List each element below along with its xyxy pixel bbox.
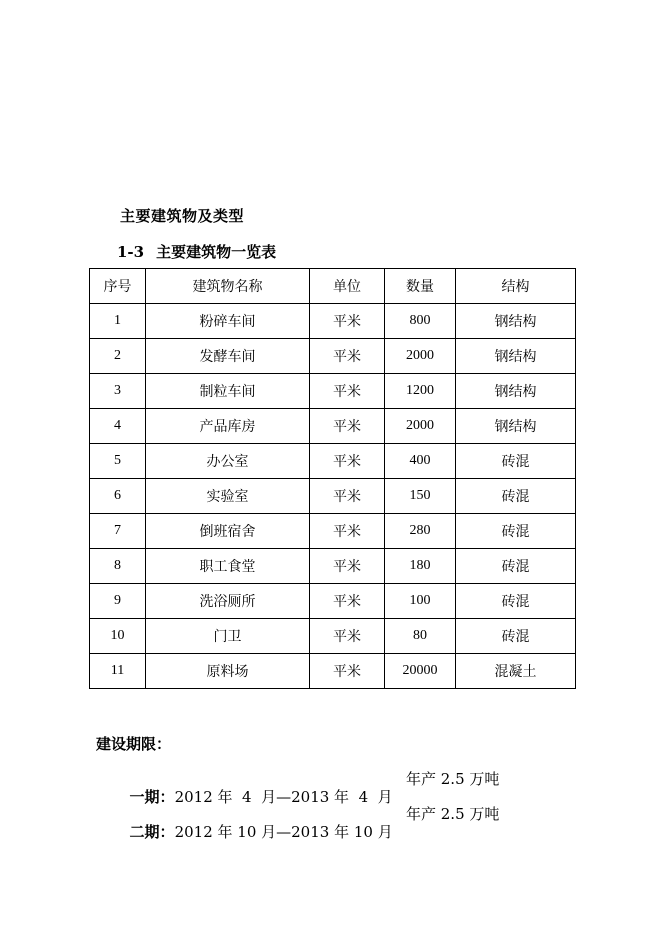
cell-quantity: 400 xyxy=(385,444,456,479)
table-row xyxy=(90,654,576,689)
phase-2-label: 二期： xyxy=(129,823,175,841)
cell-quantity: 1200 xyxy=(385,374,456,409)
table-row xyxy=(90,584,576,619)
cell-structure: 砖混 xyxy=(456,479,576,514)
cell-building-name: 门卫 xyxy=(146,619,310,654)
header-building-name: 建筑物名称 xyxy=(146,269,310,304)
cell-unit: 平米 xyxy=(310,444,385,479)
header-index: 序号 xyxy=(90,269,146,304)
construction-period-title: 建设期限： xyxy=(96,735,172,753)
cell-row-index: 5 xyxy=(90,444,146,479)
cell-quantity: 150 xyxy=(385,479,456,514)
table-row xyxy=(90,549,576,584)
cell-building-name: 原料场 xyxy=(146,654,310,689)
cell-row-index: 7 xyxy=(90,514,146,549)
cell-building-name: 办公室 xyxy=(146,444,310,479)
table-row xyxy=(90,304,576,339)
cell-building-name: 洗浴厕所 xyxy=(146,584,310,619)
table-row xyxy=(90,374,576,409)
cell-row-index: 10 xyxy=(90,619,146,654)
header-unit: 单位 xyxy=(310,269,385,304)
cell-structure: 钢结构 xyxy=(456,374,576,409)
cell-structure: 砖混 xyxy=(456,444,576,479)
table-row xyxy=(90,339,576,374)
header-structure: 结构 xyxy=(456,269,576,304)
phase-1-range: 2012 年 4 月—2013 年 4 月 xyxy=(174,788,393,806)
cell-row-index: 1 xyxy=(90,304,146,339)
cell-quantity: 100 xyxy=(385,584,456,619)
cell-structure: 砖混 xyxy=(456,584,576,619)
cell-quantity: 2000 xyxy=(385,409,456,444)
cell-row-index: 4 xyxy=(90,409,146,444)
cell-unit: 平米 xyxy=(310,304,385,339)
cell-row-index: 11 xyxy=(90,654,146,689)
cell-structure: 钢结构 xyxy=(456,304,576,339)
cell-unit: 平米 xyxy=(310,374,385,409)
table-row xyxy=(90,619,576,654)
cell-structure: 砖混 xyxy=(456,549,576,584)
table-row xyxy=(90,479,576,514)
header-quantity: 数量 xyxy=(385,269,456,304)
cell-unit: 平米 xyxy=(310,584,385,619)
cell-unit: 平米 xyxy=(310,514,385,549)
phase-1-output: 年产 2.5 万吨 xyxy=(406,770,500,788)
section-title: 主要建筑物及类型 xyxy=(120,207,245,225)
cell-unit: 平米 xyxy=(310,549,385,584)
cell-row-index: 2 xyxy=(90,339,146,374)
cell-unit: 平米 xyxy=(310,654,385,689)
phase-2-range: 2012 年 10 月—2013 年 10 月 xyxy=(174,823,393,841)
table-title: 主要建筑物一览表 xyxy=(156,243,277,261)
cell-quantity: 80 xyxy=(385,619,456,654)
cell-unit: 平米 xyxy=(310,339,385,374)
cell-building-name: 粉碎车间 xyxy=(146,304,310,339)
buildings-table xyxy=(89,268,576,689)
cell-building-name: 制粒车间 xyxy=(146,374,310,409)
table-row xyxy=(90,409,576,444)
cell-structure: 砖混 xyxy=(456,514,576,549)
cell-quantity: 280 xyxy=(385,514,456,549)
cell-quantity: 800 xyxy=(385,304,456,339)
cell-row-index: 3 xyxy=(90,374,146,409)
cell-structure: 钢结构 xyxy=(456,339,576,374)
phase-2-output: 年产 2.5 万吨 xyxy=(406,805,500,823)
cell-structure: 砖混 xyxy=(456,619,576,654)
table-row xyxy=(90,514,576,549)
cell-quantity: 20000 xyxy=(385,654,456,689)
phase-2 xyxy=(120,803,500,860)
cell-structure: 钢结构 xyxy=(456,409,576,444)
cell-building-name: 产品库房 xyxy=(146,409,310,444)
cell-building-name: 职工食堂 xyxy=(146,549,310,584)
phase-1-label: 一期： xyxy=(129,788,175,806)
cell-unit: 平米 xyxy=(310,619,385,654)
table-number: 1-3 xyxy=(117,243,145,261)
cell-quantity: 180 xyxy=(385,549,456,584)
cell-unit: 平米 xyxy=(310,409,385,444)
cell-quantity: 2000 xyxy=(385,339,456,374)
cell-building-name: 发酵车间 xyxy=(146,339,310,374)
cell-row-index: 8 xyxy=(90,549,146,584)
cell-row-index: 9 xyxy=(90,584,146,619)
cell-structure: 混凝土 xyxy=(456,654,576,689)
table-row xyxy=(90,444,576,479)
cell-row-index: 6 xyxy=(90,479,146,514)
cell-building-name: 倒班宿舍 xyxy=(146,514,310,549)
table-caption xyxy=(117,241,276,262)
table-header-row xyxy=(90,269,576,304)
cell-building-name: 实验室 xyxy=(146,479,310,514)
cell-unit: 平米 xyxy=(310,479,385,514)
